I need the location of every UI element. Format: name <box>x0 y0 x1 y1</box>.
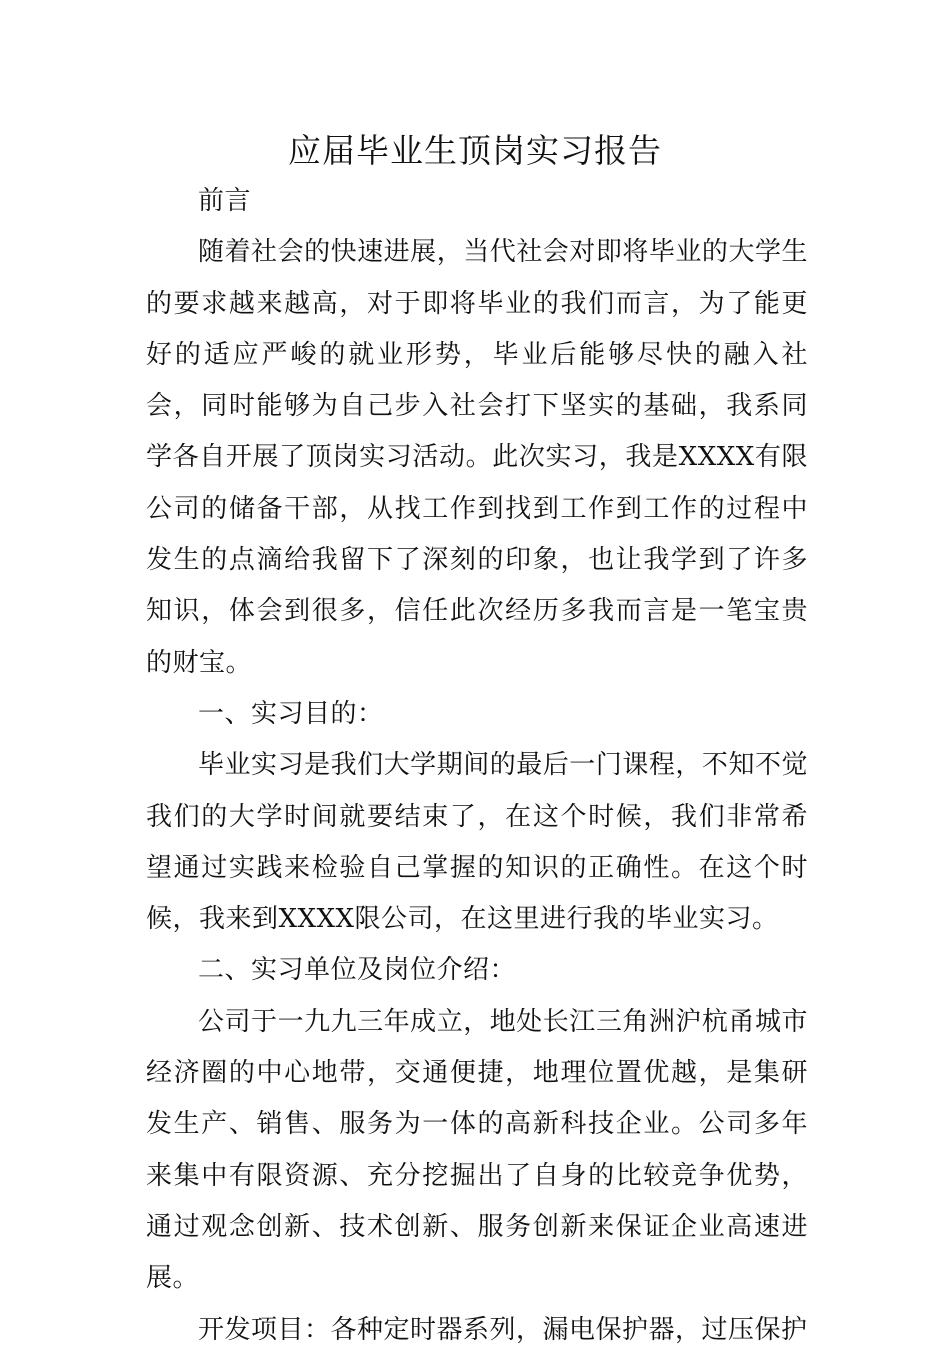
section-2-paragraph: 公司于一九九三年成立，地处长江三角洲沪杭甬城市经济圈的中心地带，交通便捷，地理位置优越，是集研发生产、销售、服务为一体的高新科技企业。公司多年来集中有限资源、充分挖掘出了自身的比较竞争优势，通过观念创新、技术创新、服务创新来保证企业高速进展。 <box>146 1006 808 1294</box>
document-body <box>146 176 808 1356</box>
section-3-paragraph: 开发项目：各种定时器系列，漏电保护器，过压保护 <box>198 1314 808 1345</box>
section-1-paragraph: 毕业实习是我们大学期间的最后一门课程，不知不觉我们的大学时间就要结束了，在这个时候，我们非常希望通过实践来检验自己掌握的知识的正确性。在这个时候，我来到XXXX限公司，在这里进行我的毕业实习。 <box>146 750 808 935</box>
preface-paragraph: 随着社会的快速进展，当代社会对即将毕业的大学生的要求越来越高，对于即将毕业的我们而言，为了能更好的适应严峻的就业形势，毕业后能够尽快的融入社会，同时能够为自己步入社会打下坚实的基础，我系同学各自开展了顶岗实习活动。此次实习，我是XXXX有限公司的储备干部，从找工作到找到工作到工作的过程中发生的点滴给我留下了深刻的印象，也让我学到了许多知识，体会到很多，信任此次经历多我而言是一笔宝贵的财宝。 <box>146 237 808 678</box>
preface-heading: 前言 <box>198 186 252 216</box>
section-1-heading: 一、实习目的： <box>198 698 384 729</box>
document-title: 应届毕业生顶岗实习报告 <box>288 131 662 170</box>
section-2-heading: 二、实习单位及岗位介绍： <box>198 955 517 986</box>
